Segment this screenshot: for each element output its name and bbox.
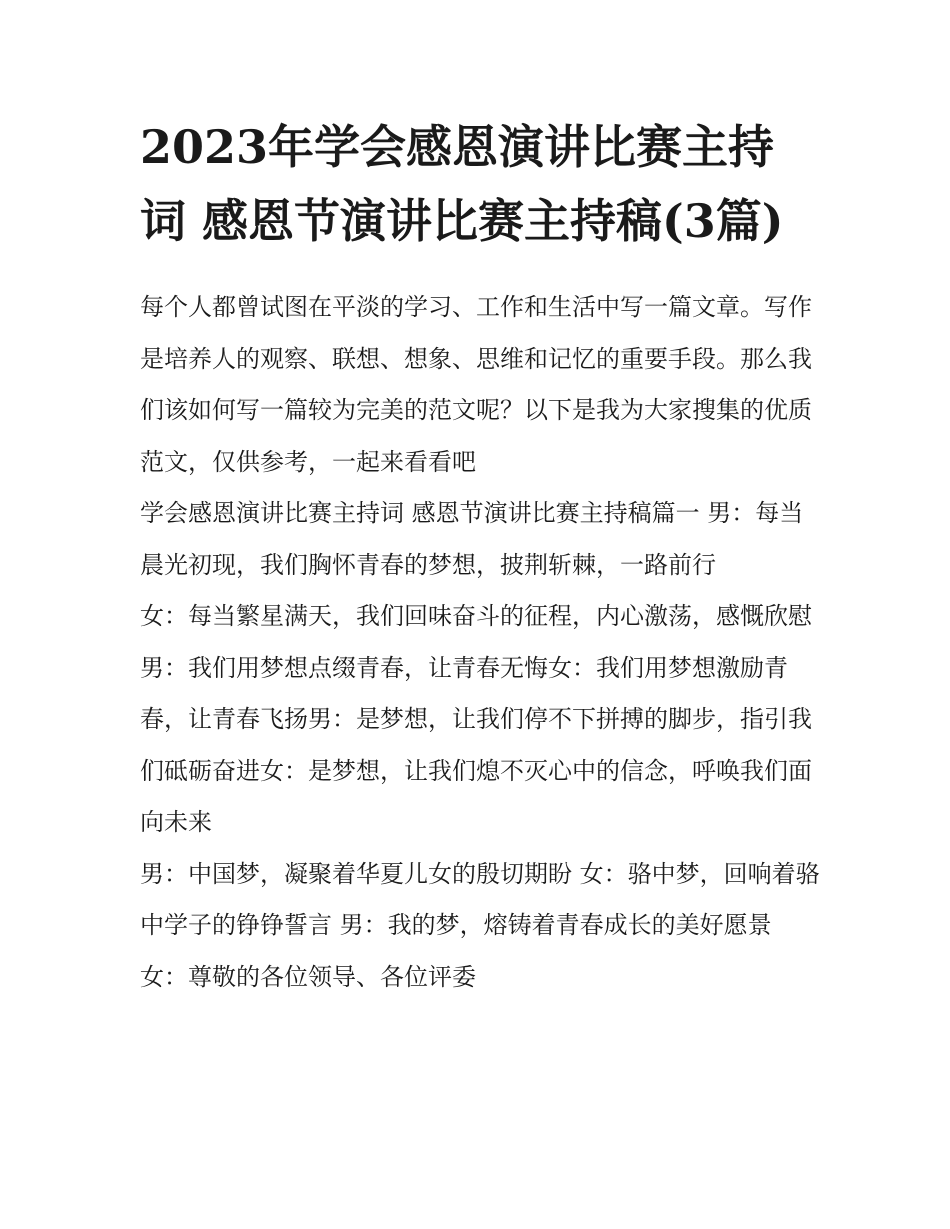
paragraph-dialogue-dream: 男：我们用梦想点缀青春，让青春无悔女：我们用梦想激励青春，让青春飞扬男：是梦想，让我们停不下拼搏的脚步，指引我们砥砺奋进女：是梦想，让我们熄不灭心中的信念，呼唤我们面向未来 bbox=[140, 653, 812, 836]
paragraph-female-1: 女：每当繁星满天，我们回味奋斗的征程，内心激荡，感慨欣慰 bbox=[140, 602, 812, 630]
document-page bbox=[140, 110, 820, 1003]
paragraph-dialogue-china-dream: 男：中国梦，凝聚着华夏儿女的殷切期盼 女：骆中梦，回响着骆中学子的铮铮誓言 男：我的梦，熔铸着青春成长的美好愿景 女：尊敬的各位领导、各位评委 bbox=[140, 859, 820, 991]
document-title: 2023年学会感恩演讲比赛主持词 感恩节演讲比赛主持稿(3篇) bbox=[140, 120, 784, 248]
paragraph-intro: 每个人都曾试图在平淡的学习、工作和生活中写一篇文章。写作是培养人的观察、联想、想象、思维和记忆的重要手段。那么我们该如何写一篇较为完美的范文呢？以下是我为大家搜集的优质范文，仅供参考，一起来看看吧 bbox=[140, 293, 812, 476]
paragraph-opening: 学会感恩演讲比赛主持词 感恩节演讲比赛主持稿篇一 男：每当晨光初现，我们胸怀青春的梦想，披荆斩棘，一路前行 bbox=[140, 499, 804, 579]
